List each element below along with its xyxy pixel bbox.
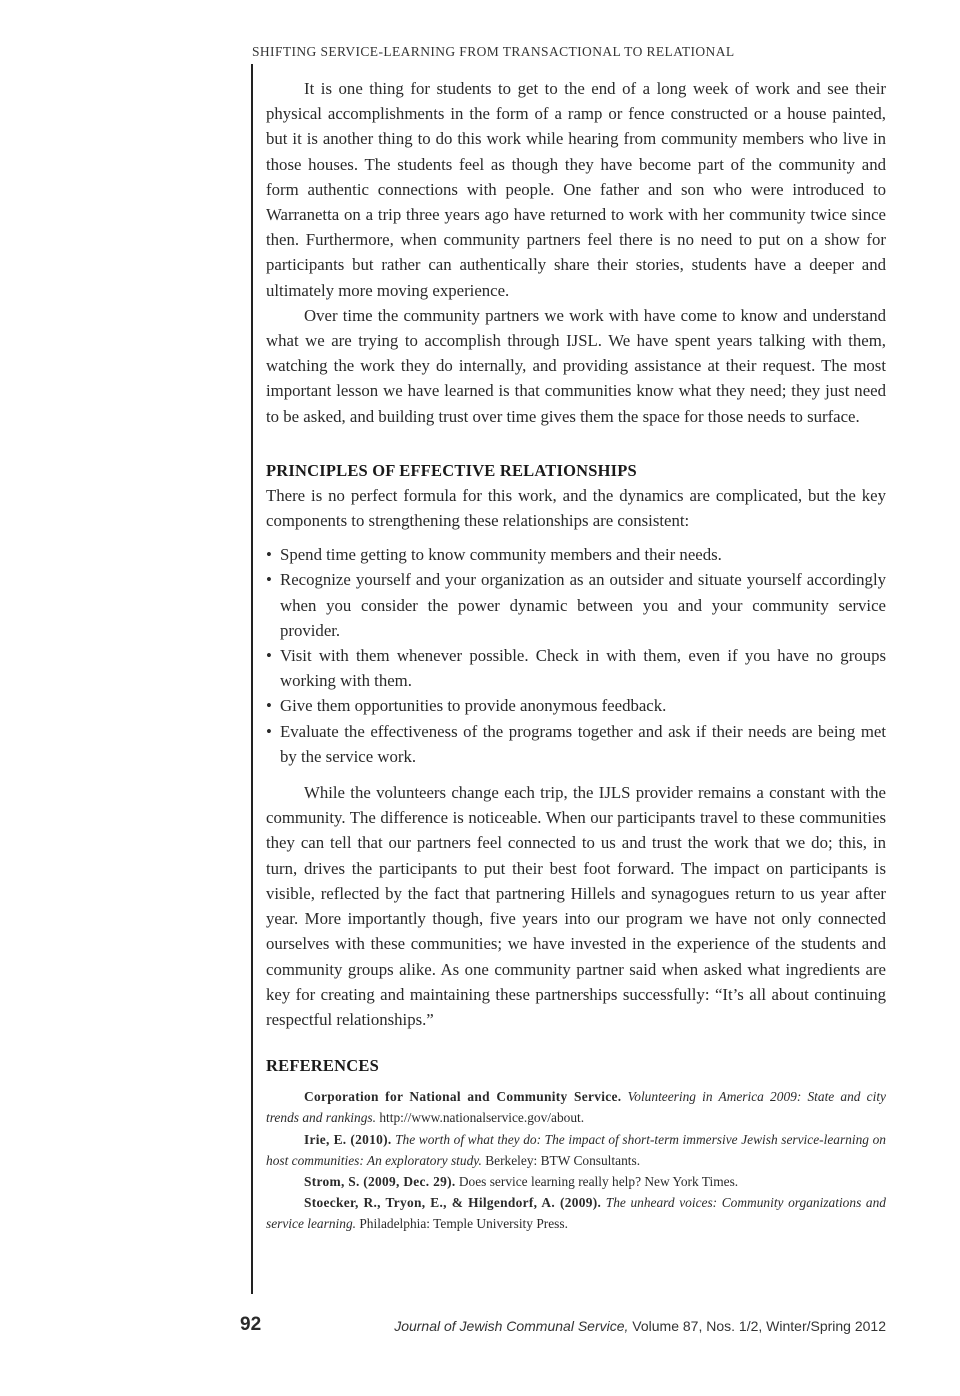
list-item — [266, 693, 886, 718]
paragraph: While the volunteers change each trip, the IJLS provider remains a constant with the community. The difference is noticeable. When our participants travel to these communities they can tell that our partners feel connected to us and trust the work that we do; this, in turn, drives the participants to put their best foot forward. The impact on participants is visible, reflected by the fact that partnering Hillels and synagogues return to us year after year. More importantly though, five years into our program we have not only connected ourselves with these communities; we have invested in the experience of the students and community groups alike. As one community partner said when asked what ingredients are key for creating and maintaining these partnerships successfully: “It’s all about continuing respectful relationships.” — [266, 783, 886, 1029]
reference-source: Berkeley: BTW Consultants. — [485, 1152, 641, 1168]
reference-entry — [266, 1192, 886, 1234]
list-item-text: Give them opportunities to provide anonymous feedback. — [280, 696, 667, 716]
list-item — [266, 643, 886, 693]
page-number: 92 — [240, 1314, 262, 1335]
article-body — [266, 76, 886, 1235]
reference-title: The unheard voices: Community organizations and service learning. — [266, 1195, 886, 1232]
journal-name: Journal of Jewish Communal Service, — [394, 1318, 629, 1334]
reference-entry — [266, 1086, 886, 1128]
reference-entry — [266, 1171, 886, 1192]
reference-author: Irie, E. (2010). — [304, 1131, 392, 1147]
section-heading-principles: PRINCIPLES OF EFFECTIVE RELATIONSHIPS — [266, 460, 637, 480]
bullet-icon: • — [266, 696, 272, 716]
reference-author: Stoecker, R., Tryon, E., & Hilgendorf, A. (2009). — [304, 1195, 602, 1211]
bullet-icon: • — [266, 545, 272, 565]
running-head: SHIFTING SERVICE-LEARNING FROM TRANSACTIONAL TO RELATIONAL — [252, 44, 735, 59]
reference-title: Volunteering in America 2009: State and city trends and rankings. — [266, 1089, 887, 1126]
reference-author: Strom, S. (2009, Dec. 29). — [304, 1173, 456, 1189]
paragraph: Over time the community partners we work with have come to know and understand what we are trying to accomplish through IJSL. We have spent years talking with them, watching the work they do internally, and providing assistance at their request. The most important lesson we have learned is that communities know what they need; they just need to be asked, and building trust over time gives them the space for those needs to surface. — [266, 305, 886, 426]
section-lead: There is no perfect formula for this work, and the dynamics are complicated, but the key components to strengthening these relationships are consistent: — [266, 485, 886, 531]
reference-source: Philadelphia: Temple University Press. — [359, 1216, 568, 1232]
list-item-text: Recognize yourself and your organization as an outsider and situate yourself accordingly when you consider the power dynamic between you and your community service provider. — [280, 570, 886, 640]
reference-entry — [266, 1129, 886, 1171]
references-list — [266, 1086, 886, 1234]
journal-citation — [394, 1318, 886, 1334]
list-item — [266, 542, 886, 567]
paragraph: It is one thing for students to get to the end of a long week of work and see their physical accomplishments in the form of a ramp or fence constructed or a house painted, but it is another thing to do this work while hearing from community members who live in those houses. The students feel as though they have become part of the community and form authentic connections with people. One father and son who were introduced to Warranetta on a trip three years ago have returned to work with her community twice since then. Furthermore, when community partners feel there is no need to put on a show for participants but rather can authentically share their stories, students have a deeper and ultimately more moving experience. — [266, 79, 886, 300]
margin-rule — [251, 64, 253, 1294]
list-item — [266, 567, 886, 643]
list-item-text: Evaluate the effectiveness of the programs together and ask if their needs are being met by the service work. — [280, 721, 886, 766]
reference-author: Corporation for National and Community Service. — [304, 1089, 622, 1105]
section-heading-references: REFERENCES — [266, 1056, 379, 1076]
list-item-text: Spend time getting to know community members and their needs. — [280, 545, 722, 565]
reference-source: http://www.nationalservice.gov/about. — [379, 1110, 585, 1126]
bullet-icon: • — [266, 721, 272, 741]
principles-list — [266, 542, 886, 769]
reference-source: Does service learning really help? New York Times. — [458, 1173, 739, 1189]
bullet-icon: • — [266, 570, 272, 590]
list-item-text: Visit with them whenever possible. Check in with them, even if you have no groups working with them. — [280, 646, 886, 691]
reference-title: The worth of what they do: The impact of short-term immersive Jewish service-learning on host communities: An exploratory study. — [266, 1131, 886, 1168]
journal-issue: Volume 87, Nos. 1/2, Winter/Spring 2012 — [632, 1318, 886, 1334]
bullet-icon: • — [266, 646, 272, 666]
list-item — [266, 719, 886, 769]
